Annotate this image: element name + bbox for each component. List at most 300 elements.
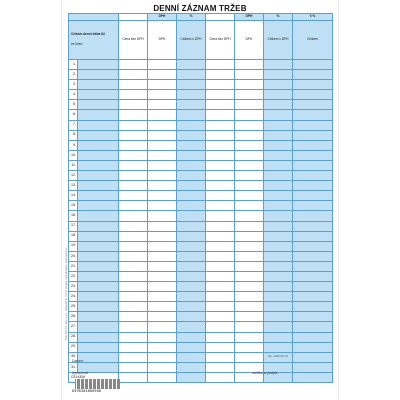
entry-cell[interactable] [264, 60, 293, 70]
entry-cell[interactable] [206, 160, 235, 170]
entry-cell[interactable] [235, 221, 264, 231]
entry-cell[interactable] [264, 120, 293, 130]
header-row-columns [69, 21, 333, 60]
entry-cell[interactable] [235, 201, 264, 211]
entry-cell[interactable] [264, 130, 293, 140]
entry-cell[interactable] [119, 322, 148, 332]
entry-cell[interactable] [235, 271, 264, 281]
entry-cell[interactable] [78, 160, 119, 170]
row-number: 21. [69, 261, 78, 271]
entry-cell[interactable] [293, 251, 333, 261]
entry-cell[interactable] [177, 241, 206, 251]
entry-cell[interactable] [206, 90, 235, 100]
row-number: 22. [69, 271, 78, 281]
entry-cell[interactable] [148, 80, 177, 90]
entry-cell[interactable] [119, 160, 148, 170]
entry-cell[interactable] [235, 191, 264, 201]
entry-cell[interactable] [119, 70, 148, 80]
entry-cell[interactable] [206, 332, 235, 342]
entry-cell[interactable] [293, 352, 333, 362]
entry-cell[interactable] [119, 110, 148, 120]
entry-cell[interactable] [148, 110, 177, 120]
entry-cell[interactable] [148, 171, 177, 181]
table-row [69, 140, 333, 150]
entry-cell[interactable] [235, 211, 264, 221]
entry-cell[interactable] [264, 171, 293, 181]
entry-cell[interactable] [148, 191, 177, 201]
entry-cell[interactable] [177, 251, 206, 261]
entry-cell[interactable] [235, 150, 264, 160]
table-row [69, 221, 333, 231]
entry-cell[interactable] [235, 70, 264, 80]
table-row [69, 231, 333, 241]
table-row [69, 160, 333, 170]
entry-cell[interactable] [293, 241, 333, 251]
entry-cell[interactable] [78, 251, 119, 261]
entry-cell[interactable] [78, 352, 119, 362]
entry-cell[interactable] [148, 231, 177, 241]
row-number: 31. [69, 362, 78, 372]
entry-cell[interactable] [235, 181, 264, 191]
entry-cell[interactable] [293, 110, 333, 120]
entry-cell[interactable] [235, 282, 264, 292]
entry-cell[interactable] [264, 191, 293, 201]
entry-cell[interactable] [78, 191, 119, 201]
entry-cell[interactable] [78, 80, 119, 90]
entry-cell[interactable] [177, 292, 206, 302]
entry-cell[interactable] [148, 181, 177, 191]
entry-cell[interactable] [264, 241, 293, 251]
entry-cell[interactable] [177, 60, 206, 70]
entry-cell[interactable] [78, 241, 119, 251]
entry-cell[interactable] [119, 60, 148, 70]
entry-cell[interactable] [264, 302, 293, 312]
entry-cell[interactable] [235, 80, 264, 90]
entry-cell[interactable] [293, 201, 333, 211]
entry-cell[interactable] [235, 231, 264, 241]
row-number: 23. [69, 282, 78, 292]
daily-total-label: Celkem denní tržba Kč [71, 32, 106, 37]
entry-cell[interactable] [293, 292, 333, 302]
entry-cell[interactable] [206, 60, 235, 70]
entry-cell[interactable] [148, 342, 177, 352]
entry-cell[interactable] [78, 100, 119, 110]
total-cell[interactable] [119, 372, 148, 382]
entry-cell[interactable] [206, 120, 235, 130]
table-row [69, 201, 333, 211]
entry-cell[interactable] [264, 251, 293, 261]
header-cell [206, 14, 235, 21]
entry-cell[interactable] [264, 342, 293, 352]
entry-cell[interactable] [293, 362, 333, 372]
entry-cell[interactable] [206, 261, 235, 271]
table-row [69, 100, 333, 110]
entry-cell[interactable] [78, 120, 119, 130]
entry-cell[interactable] [78, 302, 119, 312]
entry-cell[interactable] [235, 140, 264, 150]
entry-cell[interactable] [206, 251, 235, 261]
entry-cell[interactable] [264, 70, 293, 80]
entry-cell[interactable] [119, 342, 148, 352]
entry-cell[interactable] [177, 231, 206, 241]
entry-cell[interactable] [78, 70, 119, 80]
entry-cell[interactable] [293, 150, 333, 160]
row-number: 7. [69, 120, 78, 130]
barcode-number: 8590384000908 [72, 389, 102, 393]
entry-cell[interactable] [177, 110, 206, 120]
entry-cell[interactable] [293, 271, 333, 281]
entry-cell[interactable] [293, 160, 333, 170]
entry-cell[interactable] [235, 322, 264, 332]
entry-cell[interactable] [264, 261, 293, 271]
entry-cell[interactable] [148, 302, 177, 312]
entry-cell[interactable] [235, 312, 264, 322]
entry-cell[interactable] [119, 282, 148, 292]
entry-cell[interactable] [148, 271, 177, 281]
entry-cell[interactable] [235, 292, 264, 302]
total-label: CELKEM [69, 372, 119, 382]
entry-cell[interactable] [293, 221, 333, 231]
entry-cell[interactable] [148, 90, 177, 100]
entry-cell[interactable] [119, 261, 148, 271]
entry-cell[interactable] [119, 100, 148, 110]
entry-cell[interactable] [264, 332, 293, 342]
entry-cell[interactable] [119, 292, 148, 302]
total-cell[interactable] [148, 372, 177, 382]
entry-cell[interactable] [264, 221, 293, 231]
entry-cell[interactable] [206, 221, 235, 231]
entry-cell[interactable] [177, 282, 206, 292]
entry-cell[interactable] [177, 130, 206, 140]
entry-cell[interactable] [235, 100, 264, 110]
entry-cell[interactable] [235, 352, 264, 362]
entry-cell[interactable] [177, 191, 206, 201]
entry-cell[interactable] [206, 191, 235, 201]
entry-cell[interactable] [148, 352, 177, 362]
entry-cell[interactable] [264, 292, 293, 302]
entry-cell[interactable] [235, 171, 264, 181]
entry-cell[interactable] [119, 241, 148, 251]
entry-cell[interactable] [206, 201, 235, 211]
entry-cell[interactable] [235, 110, 264, 120]
entry-cell[interactable] [293, 191, 333, 201]
col-header-total-2: Celkem s DPH [264, 21, 293, 60]
entry-cell[interactable] [293, 312, 333, 322]
entry-cell[interactable] [264, 110, 293, 120]
table-row [69, 342, 333, 352]
entry-cell[interactable] [78, 110, 119, 120]
entry-cell[interactable] [119, 362, 148, 372]
table-row [69, 332, 333, 342]
entry-cell[interactable] [264, 282, 293, 292]
entry-cell[interactable] [177, 120, 206, 130]
entry-cell[interactable] [148, 130, 177, 140]
entry-cell[interactable] [119, 251, 148, 261]
row-number: 29. [69, 342, 78, 352]
entry-cell[interactable] [264, 271, 293, 281]
entry-cell[interactable] [206, 352, 235, 362]
entry-cell[interactable] [293, 60, 333, 70]
entry-cell[interactable] [235, 342, 264, 352]
entry-cell[interactable] [148, 251, 177, 261]
entry-cell[interactable] [148, 150, 177, 160]
entry-cell[interactable] [177, 181, 206, 191]
row-number: 2. [69, 70, 78, 80]
entry-cell[interactable] [206, 181, 235, 191]
row-number: 20. [69, 251, 78, 261]
table-row [69, 120, 333, 130]
entry-cell[interactable] [148, 70, 177, 80]
entry-cell[interactable] [235, 120, 264, 130]
entry-cell[interactable] [78, 211, 119, 221]
table-row [69, 322, 333, 332]
entry-cell[interactable] [119, 231, 148, 241]
entry-cell[interactable] [148, 362, 177, 372]
entry-cell[interactable] [78, 140, 119, 150]
table-row [69, 292, 333, 302]
row-number: 15. [69, 201, 78, 211]
entry-cell[interactable] [206, 302, 235, 312]
entry-cell[interactable] [264, 211, 293, 221]
entry-cell[interactable] [206, 70, 235, 80]
entry-cell[interactable] [78, 181, 119, 191]
entry-cell[interactable] [119, 312, 148, 322]
entry-cell[interactable] [264, 160, 293, 170]
entry-cell[interactable] [148, 120, 177, 130]
entry-cell[interactable] [293, 70, 333, 80]
entry-cell[interactable] [148, 201, 177, 211]
entry-cell[interactable] [177, 261, 206, 271]
entry-cell[interactable] [119, 130, 148, 140]
total-cell[interactable] [177, 372, 206, 382]
entry-cell[interactable] [148, 140, 177, 150]
entry-cell[interactable] [177, 342, 206, 352]
entry-cell[interactable] [293, 80, 333, 90]
entry-cell[interactable] [177, 171, 206, 181]
entry-cell[interactable] [264, 90, 293, 100]
entry-cell[interactable] [148, 211, 177, 221]
header-cell [69, 14, 119, 21]
table-row [69, 251, 333, 261]
entry-cell[interactable] [148, 160, 177, 170]
entry-cell[interactable] [148, 241, 177, 251]
col-header-price-2: Cena bez DPH [206, 21, 235, 60]
entry-cell[interactable] [148, 322, 177, 332]
entry-cell[interactable] [148, 292, 177, 302]
entry-cell[interactable] [119, 211, 148, 221]
entry-cell[interactable] [293, 171, 333, 181]
entry-cell[interactable] [119, 302, 148, 312]
entry-cell[interactable] [177, 221, 206, 231]
entry-cell[interactable] [119, 332, 148, 342]
table-row [69, 110, 333, 120]
entry-cell[interactable] [293, 181, 333, 191]
entry-cell[interactable] [206, 322, 235, 332]
entry-cell[interactable] [293, 261, 333, 271]
entry-cell[interactable] [293, 211, 333, 221]
entry-cell[interactable] [293, 342, 333, 352]
entry-cell[interactable] [206, 211, 235, 221]
entry-cell[interactable] [119, 181, 148, 191]
entry-cell[interactable] [235, 261, 264, 271]
row-number: 18. [69, 231, 78, 241]
entry-cell[interactable] [206, 171, 235, 181]
header-cell-zero-rate: 0 % [293, 14, 333, 21]
entry-cell[interactable] [235, 90, 264, 100]
entry-cell[interactable] [78, 150, 119, 160]
entry-cell[interactable] [78, 171, 119, 181]
table-row [69, 130, 333, 140]
entry-cell[interactable] [235, 251, 264, 261]
entry-cell[interactable] [206, 292, 235, 302]
entry-cell[interactable] [78, 201, 119, 211]
entry-cell[interactable] [293, 100, 333, 110]
entry-cell[interactable] [148, 60, 177, 70]
entry-cell[interactable] [78, 332, 119, 342]
entry-cell[interactable] [206, 271, 235, 281]
entry-cell[interactable] [206, 241, 235, 251]
entry-cell[interactable] [235, 302, 264, 312]
entry-cell[interactable] [119, 191, 148, 201]
entry-cell[interactable] [206, 100, 235, 110]
entry-cell[interactable] [206, 231, 235, 241]
entry-cell[interactable] [293, 322, 333, 332]
entry-cell[interactable] [177, 90, 206, 100]
entry-cell[interactable] [206, 282, 235, 292]
entry-cell[interactable] [148, 261, 177, 271]
row-number: 25. [69, 302, 78, 312]
entry-cell[interactable] [177, 211, 206, 221]
entry-cell[interactable] [177, 150, 206, 160]
header-cell-percent: % [177, 14, 206, 21]
header-cell-vat: DPH [235, 14, 264, 21]
entry-cell[interactable] [119, 352, 148, 362]
entry-cell[interactable] [78, 261, 119, 271]
entry-cell[interactable] [78, 130, 119, 140]
entry-cell[interactable] [148, 332, 177, 342]
entry-cell[interactable] [293, 302, 333, 312]
entry-cell[interactable] [119, 201, 148, 211]
entry-cell[interactable] [177, 271, 206, 281]
entry-cell[interactable] [264, 80, 293, 90]
row-number: 6. [69, 110, 78, 120]
entry-cell[interactable] [78, 90, 119, 100]
entry-cell[interactable] [206, 342, 235, 352]
entry-cell[interactable] [264, 150, 293, 160]
entry-cell[interactable] [235, 332, 264, 342]
entry-cell[interactable] [148, 282, 177, 292]
entry-cell[interactable] [177, 362, 206, 372]
entry-cell[interactable] [293, 130, 333, 140]
header-cell-vat: DPH [148, 14, 177, 21]
entry-cell[interactable] [177, 352, 206, 362]
total-cell[interactable] [293, 372, 333, 382]
entry-cell[interactable] [293, 90, 333, 100]
row-number: 3. [69, 80, 78, 90]
entry-cell[interactable] [119, 80, 148, 90]
row-number: 17. [69, 221, 78, 231]
entry-cell[interactable] [177, 302, 206, 312]
entry-cell[interactable] [78, 231, 119, 241]
entry-cell[interactable] [119, 90, 148, 100]
entry-cell[interactable] [119, 140, 148, 150]
entry-cell[interactable] [206, 150, 235, 160]
entry-cell[interactable] [264, 140, 293, 150]
entry-cell[interactable] [235, 60, 264, 70]
entry-cell[interactable] [235, 241, 264, 251]
table-row [69, 261, 333, 271]
entry-cell[interactable] [293, 332, 333, 342]
entry-cell[interactable] [264, 201, 293, 211]
entry-cell[interactable] [119, 150, 148, 160]
entry-cell[interactable] [148, 312, 177, 322]
entry-cell[interactable] [177, 140, 206, 150]
entry-cell[interactable] [293, 140, 333, 150]
table-row [69, 241, 333, 251]
header-row-rates [69, 14, 333, 21]
entry-cell[interactable] [78, 221, 119, 231]
entry-cell[interactable] [177, 160, 206, 170]
total-cell[interactable] [206, 372, 235, 382]
row-number: 19. [69, 241, 78, 251]
daily-total-header [69, 21, 119, 60]
entry-cell[interactable] [78, 282, 119, 292]
entry-cell[interactable] [206, 130, 235, 140]
entry-cell[interactable] [177, 332, 206, 342]
entry-cell[interactable] [264, 312, 293, 322]
entry-cell[interactable] [148, 100, 177, 110]
entry-cell[interactable] [78, 60, 119, 70]
entry-cell[interactable] [177, 70, 206, 80]
entry-cell[interactable] [119, 120, 148, 130]
responsible-label: Zpracoval: [72, 371, 89, 375]
entry-cell[interactable] [206, 110, 235, 120]
entry-cell[interactable] [119, 171, 148, 181]
entry-cell[interactable] [177, 312, 206, 322]
entry-cell[interactable] [206, 362, 235, 372]
entry-cell[interactable] [177, 80, 206, 90]
entry-cell[interactable] [78, 271, 119, 281]
barcode [72, 379, 120, 393]
entry-cell[interactable] [235, 130, 264, 140]
entry-cell[interactable] [264, 100, 293, 110]
row-number: 11. [69, 160, 78, 170]
entry-cell[interactable] [78, 322, 119, 332]
entry-cell[interactable] [206, 312, 235, 322]
entry-cell[interactable] [264, 231, 293, 241]
signature-label: razítko a podpis [252, 371, 278, 375]
entry-cell[interactable] [206, 140, 235, 150]
entry-cell[interactable] [78, 342, 119, 352]
entry-cell[interactable] [78, 292, 119, 302]
entry-cell[interactable] [177, 100, 206, 110]
entry-cell[interactable] [78, 312, 119, 322]
entry-cell[interactable] [264, 181, 293, 191]
entry-cell[interactable] [177, 322, 206, 332]
entry-cell[interactable] [206, 80, 235, 90]
row-number: 12. [69, 171, 78, 181]
entry-cell[interactable] [264, 322, 293, 332]
entry-cell[interactable] [177, 201, 206, 211]
table-row [69, 352, 333, 362]
entry-cell[interactable] [293, 120, 333, 130]
entry-cell[interactable] [293, 231, 333, 241]
entry-cell[interactable] [293, 282, 333, 292]
entry-cell[interactable] [119, 221, 148, 231]
entry-cell[interactable] [119, 271, 148, 281]
entry-cell[interactable] [148, 221, 177, 231]
entry-cell[interactable] [235, 160, 264, 170]
